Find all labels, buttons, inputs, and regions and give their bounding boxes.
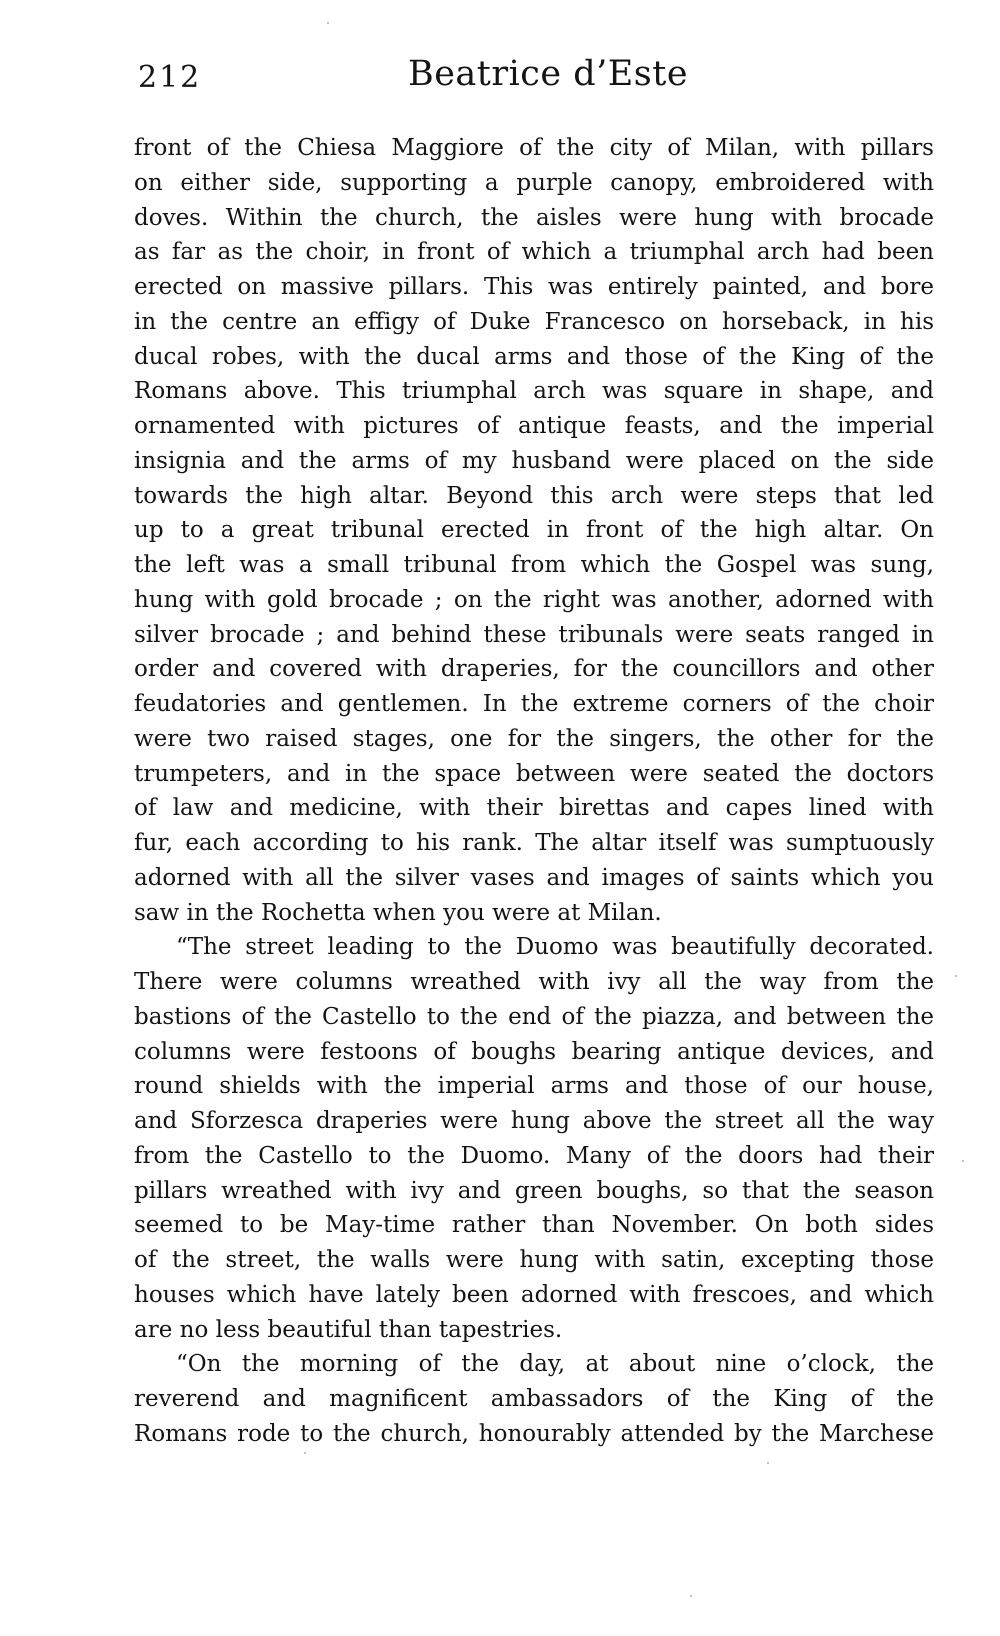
text-line: trumpeters, and in the space between were seated the doctors [134,760,934,787]
text-line: in the centre an effigy of Duke Francesco on horseback, in his [134,308,934,335]
page-heading: Beatrice d’Este [408,54,689,94]
text-line: silver brocade ; and behind these tribunals were seats ranged in [134,621,934,648]
text-line: on either side, supporting a purple canopy, embroidered with [134,169,934,196]
page-number: 212 [138,60,202,95]
text-line: ducal robes, with the ducal arms and those of the King of the [134,343,934,370]
scan-speck [304,1452,306,1454]
scan-speck [327,22,329,24]
text-line: Romans rode to the church, honourably attended by the Marchese [134,1420,934,1447]
scan-speck [962,1160,964,1162]
scan-speck [767,1462,769,1464]
text-line: up to a great tribunal erected in front of the high altar. On [134,517,934,544]
paragraph-first-line: “The street leading to the Duomo was beautifully decorated. [176,934,934,961]
paragraph-last-line: saw in the Rochetta when you were at Milan. [134,899,662,926]
text-line: adorned with all the silver vases and images of saints which you [134,864,934,891]
scan-speck [690,1595,692,1597]
text-line: front of the Chiesa Maggiore of the city of Milan, with pillars [134,135,934,161]
text-line: seemed to be May-time rather than November. On both sides [134,1212,934,1239]
text-line: ornamented with pictures of antique feasts, and the imperial [134,413,934,439]
body-text [134,131,934,1452]
text-line: erected on massive pillars. This was entirely painted, and bore [134,274,934,300]
scan-speck [955,975,957,977]
text-line: reverend and magnificent ambassadors of the King of the [134,1386,934,1412]
text-line: columns were festoons of boughs bearing antique devices, and [134,1038,934,1065]
text-line: pillars wreathed with ivy and green boughs, so that the season [134,1177,934,1204]
running-head [138,52,938,100]
paragraph-first-line: “On the morning of the day, at about nine o’clock, the [176,1351,934,1378]
text-line: towards the high altar. Beyond this arch were steps that led [134,482,934,509]
text-line: round shields with the imperial arms and those of our house, [134,1073,934,1100]
text-line: insignia and the arms of my husband were placed on the side [134,447,934,474]
text-line: order and covered with draperies, for the councillors and other [134,656,934,683]
text-line: feudatories and gentlemen. In the extreme corners of the choir [134,691,934,717]
text-line: of law and medicine, with their birettas and capes lined with [134,795,934,822]
text-line: bastions of the Castello to the end of the piazza, and between the [134,1003,934,1030]
text-line: Romans above. This triumphal arch was square in shape, and [134,378,934,405]
text-line: the left was a small tribunal from which the Gospel was sung, [134,552,934,578]
text-line: as far as the choir, in front of which a triumphal arch had been [134,239,934,266]
text-line: and Sforzesca draperies were hung above the street all the way [134,1108,934,1134]
text-line: houses which have lately been adorned with frescoes, and which [134,1281,934,1308]
text-line: hung with gold brocade ; on the right was another, adorned with [134,586,934,613]
text-line: fur, each according to his rank. The altar itself was sumptuously [134,830,934,856]
text-line: doves. Within the church, the aisles were hung with brocade [134,204,934,231]
text-line: There were columns wreathed with ivy all the way from the [134,969,934,995]
text-line: were two raised stages, one for the singers, the other for the [134,725,934,752]
text-line: from the Castello to the Duomo. Many of the doors had their [134,1142,934,1169]
paragraph-last-line: are no less beautiful than tapestries. [134,1316,563,1343]
text-line: of the street, the walls were hung with satin, excepting those [134,1247,934,1273]
